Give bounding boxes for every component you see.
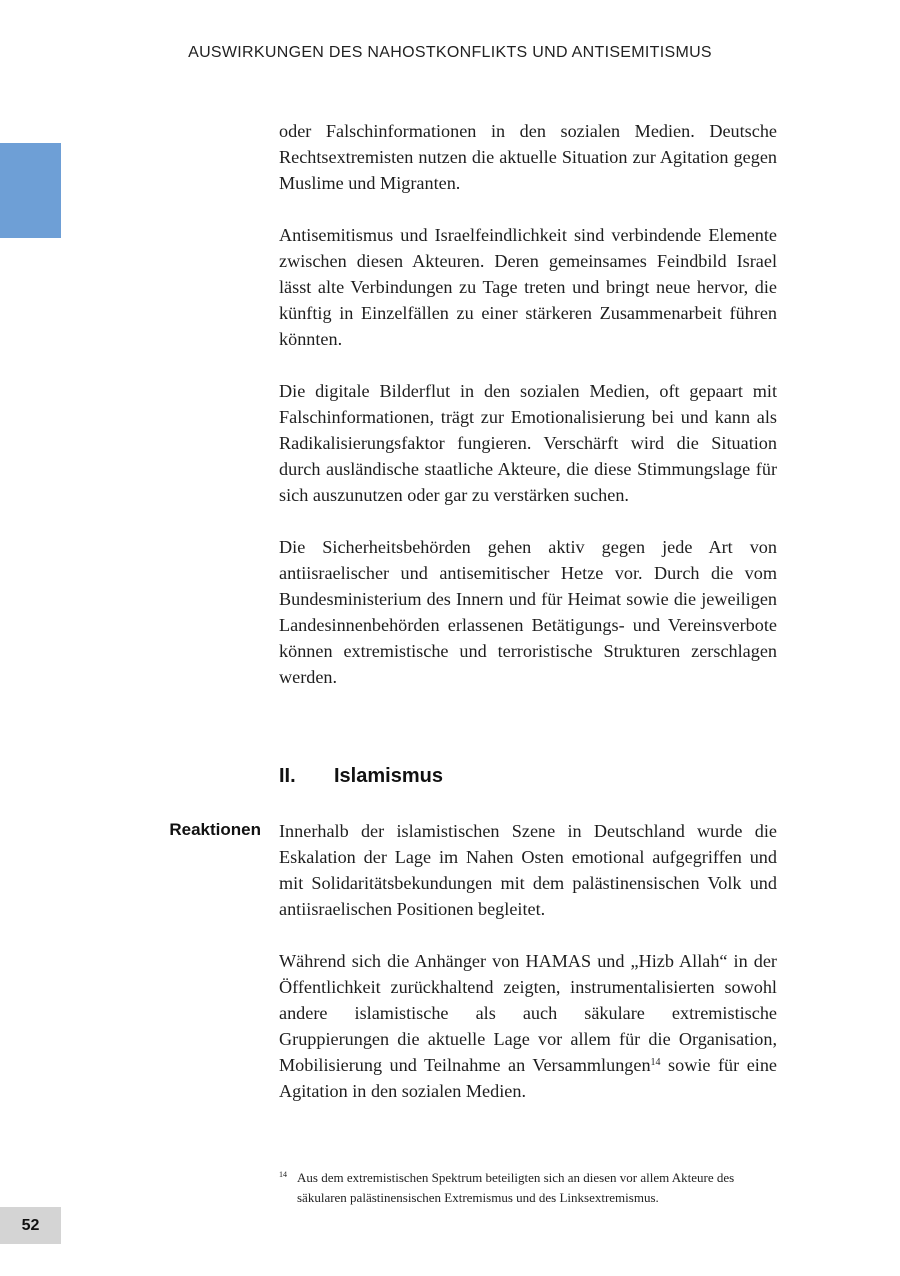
footnote-number: 14 [279, 1170, 287, 1179]
section-title: Islamismus [334, 765, 443, 787]
paragraph: Die digitale Bilderflut in den sozialen Medien, oft gepaart mit Falschinformationen, trägt zur Emotionalisierung bei und kann als Radikalisierungsfaktor fungieren. Verschärft wird die Situation durch ausländische staatliche Akteure, die diese Stimmungslage für sich auszunutzen oder gar zu verstärken suchen. [279, 381, 777, 505]
paragraph-text: Während sich die Anhänger von HAMAS und „Hizb Allah“ in der Öffentlichkeit zurückhaltend zeigten, instrumentalisierten sowohl andere islamistische als auch säkulare extremistische Gruppierungen die aktuelle Lage vor allem für die Organisation, Mobilisierung und Teilnahme an Versammlungen [279, 951, 777, 1075]
footnote-reference[interactable]: 14 [650, 1057, 661, 1068]
body-text-top [279, 118, 777, 716]
section-heading [279, 765, 443, 788]
footnote-text: Aus dem extremistischen Spektrum beteiligten sich an diesen vor allem Akteure des säkularen palästinensischen Extremismus und des Linksextremismus. [297, 1170, 735, 1205]
paragraph: Antisemitismus und Israelfeindlichkeit sind verbindende Elemente zwischen diesen Akteuren. Deren gemeinsames Feindbild Israel lässt alte Verbindungen zu Tage treten und bringt neue hervor, die künftig in Einzelfällen zu einer stärkeren Zusammenarbeit führen könnten. [279, 225, 777, 349]
page-number: 52 [0, 1207, 61, 1244]
footnote [279, 1168, 779, 1208]
paragraph: oder Falschinformationen in den sozialen Medien. Deutsche Rechtsextremisten nutzen die aktuelle Situation zur Agitation gegen Muslime und Migranten. [279, 121, 777, 193]
body-text-section [279, 818, 777, 1130]
paragraph: Die Sicherheitsbehörden gehen aktiv gegen jede Art von antiisraelischer und antisemitischer Hetze vor. Durch die vom Bundesministerium des Innern und für Heimat sowie die jeweiligen Landesinnenbehörden erlassenen Betätigungs- und Vereinsverbote können extremistische und terroristische Strukturen zerschlagen werden. [279, 537, 777, 687]
margin-note: Reaktionen [169, 820, 261, 839]
chapter-tab-marker [0, 143, 61, 238]
running-header: AUSWIRKUNGEN DES NAHOSTKONFLIKTS UND ANTISEMITISMUS [188, 44, 712, 61]
paragraph: Innerhalb der islamistischen Szene in Deutschland wurde die Eskalation der Lage im Nahen Osten emotional aufgegriffen und mit Solidaritätsbekundungen mit dem palästinensischen Volk und antiisraelischen Positionen begleitet. [279, 821, 777, 919]
paragraph-text: sowie für eine Agitation in den sozialen Medien. [279, 1055, 777, 1101]
section-number: II. [279, 765, 296, 787]
paragraph [279, 948, 777, 1104]
